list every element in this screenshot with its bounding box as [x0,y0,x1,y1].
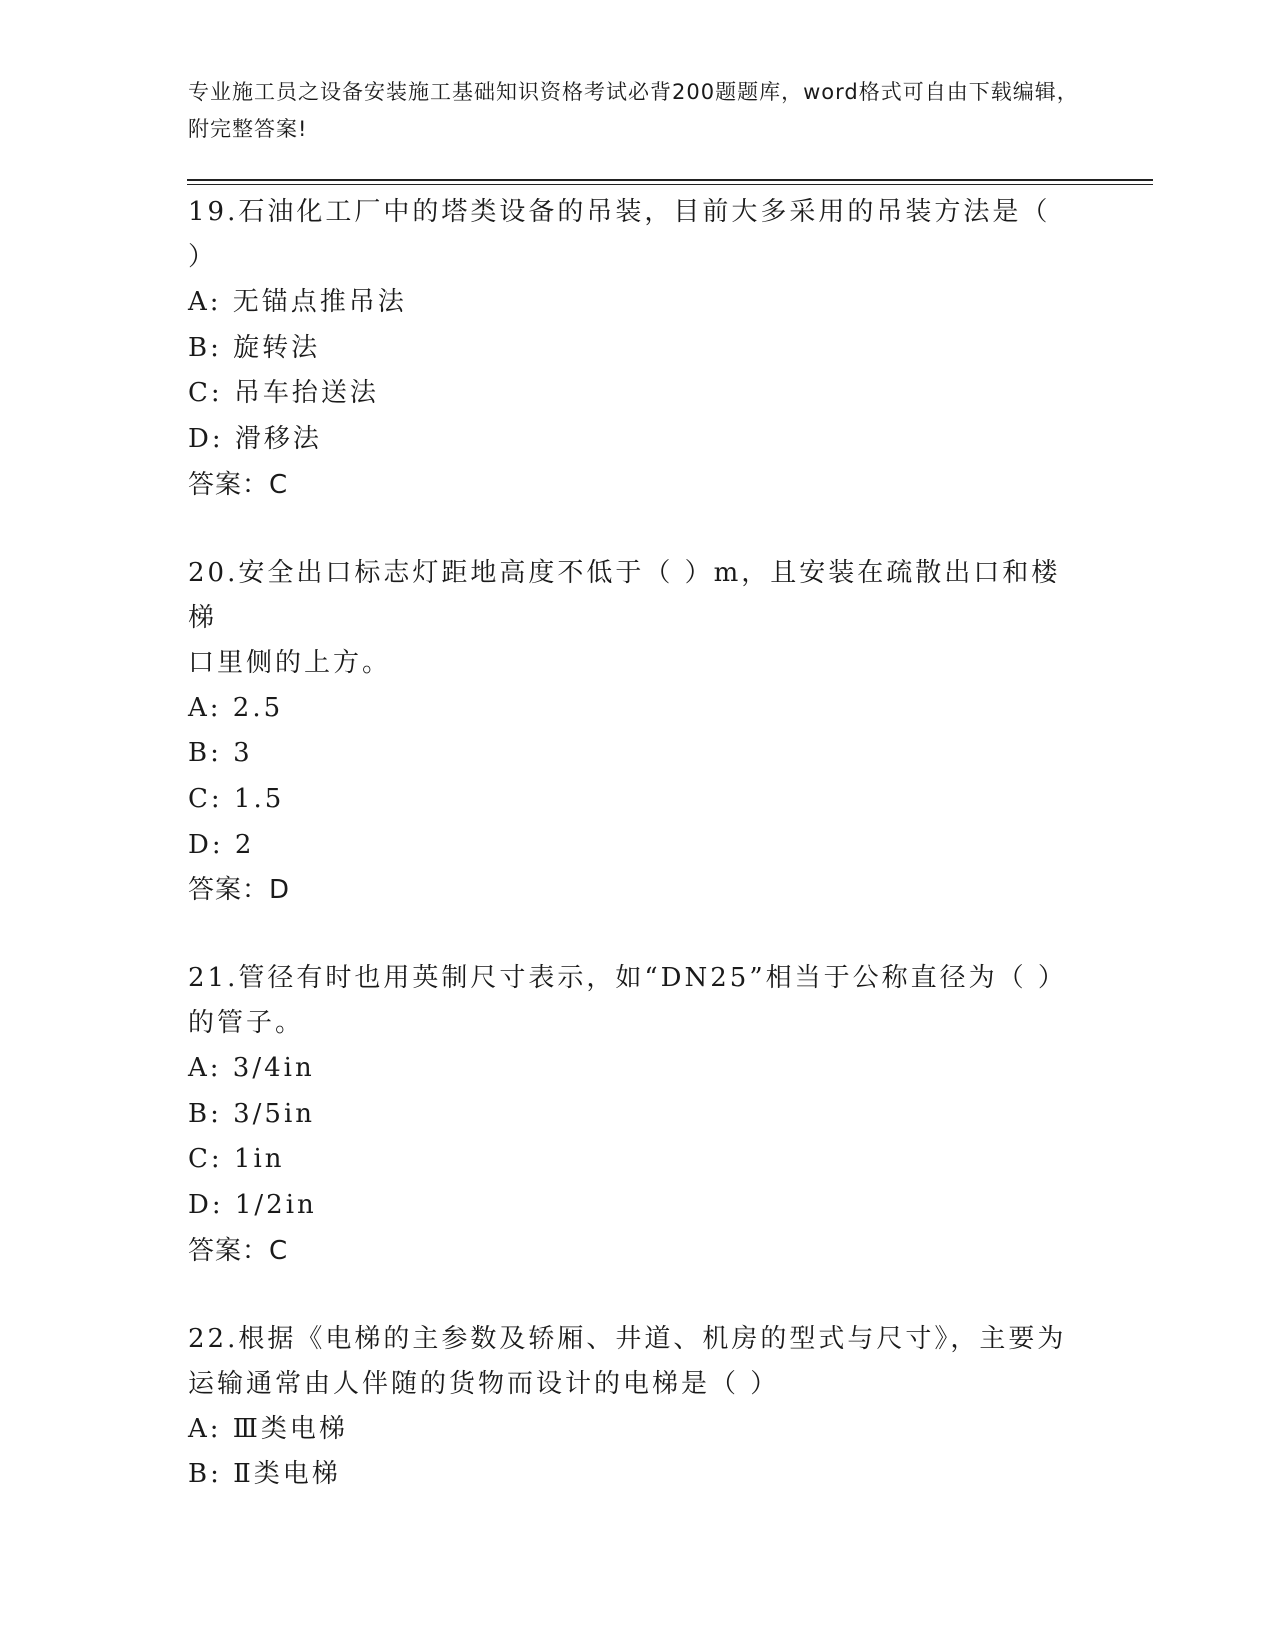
header-divider [187,179,1153,181]
question-text-line: 20.安全出口标志灯距地高度不低于（ ）m，且安装在疏散出口和楼梯 [188,557,1061,633]
header-divider-thin [187,184,1153,185]
option-a: A: 无锚点推吊法 [188,287,407,317]
question-text-line: 口里侧的上方。 [188,647,392,678]
option-b: B: 3/5in [188,1098,316,1129]
option-c: C: 1in [188,1144,285,1175]
option-a: A: 3/4in [188,1053,315,1084]
question-list [188,190,1088,1540]
document-header: 专业施工员之设备安装施工基础知识资格考试必背200题题库，word格式可自由下载编辑，附完整答案! [188,80,1079,141]
question-text-line: 的管子。 [188,1008,305,1039]
option-d: D: 滑移法 [188,424,322,455]
option-d: D: 1/2in [188,1190,317,1221]
question-text-line: 运输通常由人伴随的货物而设计的电梯是（ ） [188,1368,780,1399]
option-b: B: 旋转法 [188,332,321,363]
answer-line: 答案：C [188,1235,289,1266]
answer-line: 答案：C [188,469,289,500]
option-a: A: 2.5 [188,692,284,723]
option-b: B: Ⅱ类电梯 [188,1459,341,1490]
question-21 [188,956,1088,1275]
question-22 [188,1317,1088,1498]
option-c: C: 1.5 [188,783,285,814]
answer-line: 答案：D [188,875,291,906]
question-text-line: 22.根据《电梯的主参数及轿厢、井道、机房的型式与尺寸》，主要为 [188,1323,1067,1354]
option-c: C: 吊车抬送法 [188,378,379,409]
option-a: A: Ⅲ类电梯 [188,1413,348,1444]
question-19 [188,190,1088,509]
question-text-line: 19.石油化工厂中的塔类设备的吊装，目前大多采用的吊装方法是（ [188,197,1051,227]
option-b: B: 3 [188,738,253,769]
question-text-line: ） [188,242,218,272]
question-20 [188,551,1088,915]
question-text-line: 21.管径有时也用英制尺寸表示，如“DN25”相当于公称直径为（ ） [188,963,1067,994]
option-d: D: 2 [188,829,255,860]
